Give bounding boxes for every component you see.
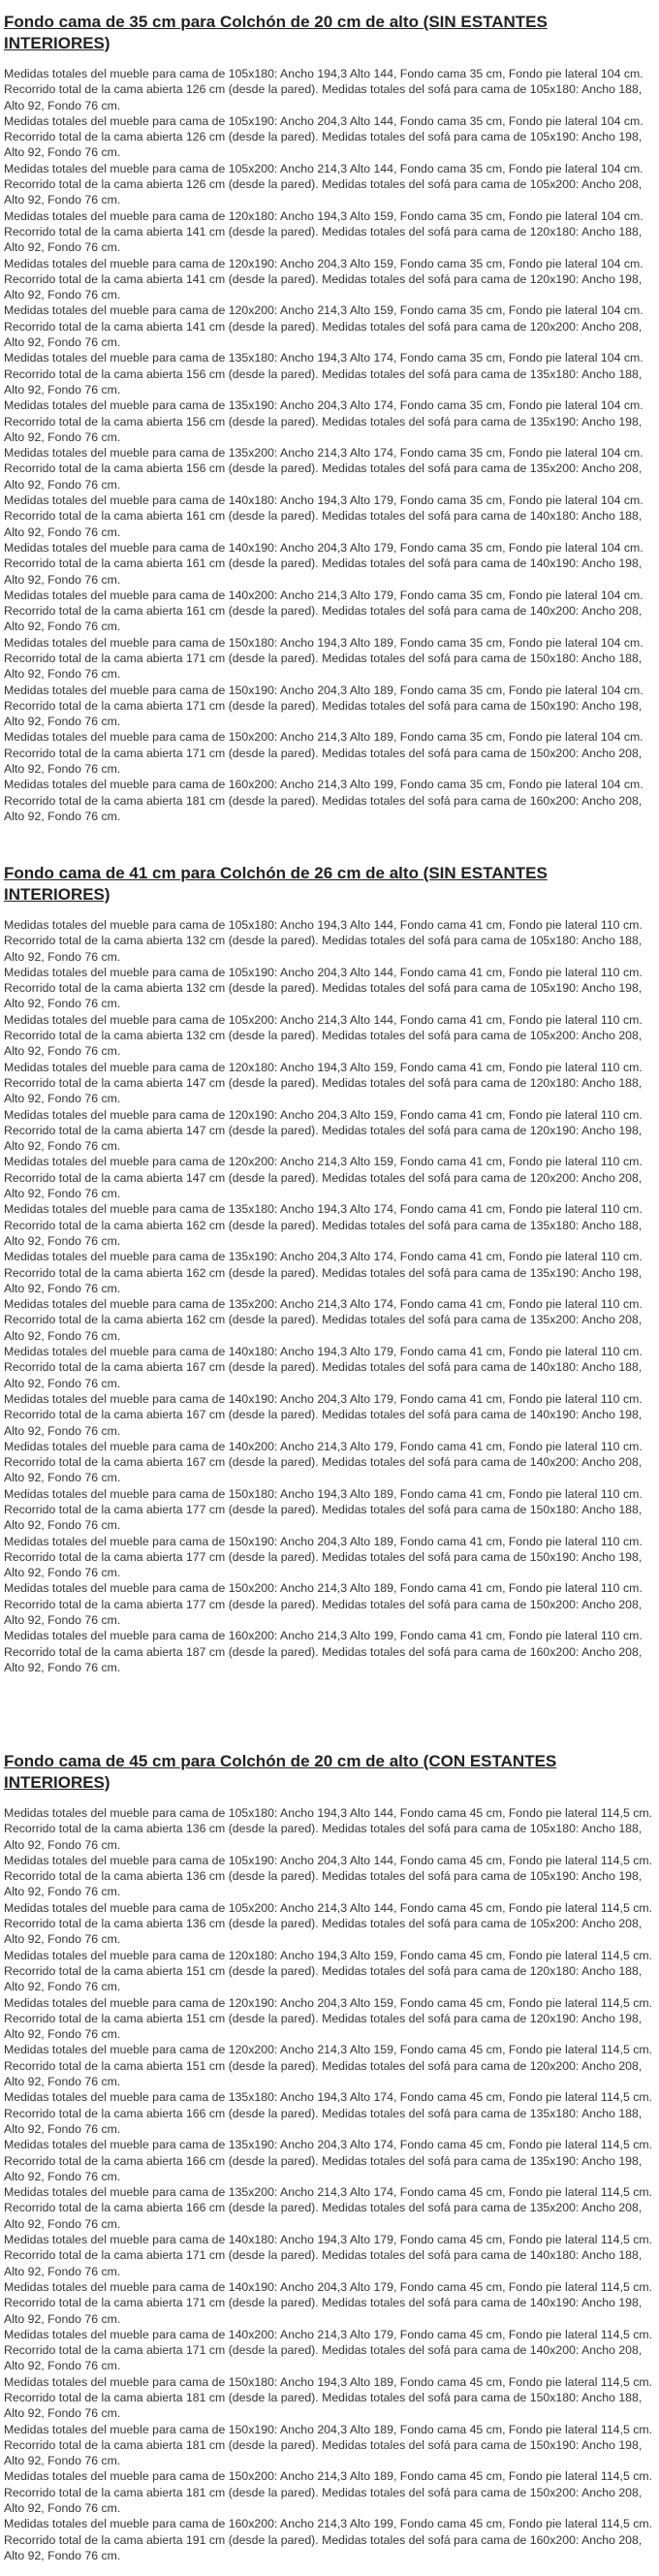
- measurement-entry: Medidas totales del mueble para cama de 135x180: Ancho 194,3 Alto 174, Fondo cama 41 cm, Fondo pie lateral 110 cm. Recorrido total de la cama abierta 162 cm (desde la pared). Medidas totales del sofá para cama de 135x180: Ancho 188, Alto 92, Fondo 76 cm.: [4, 1202, 643, 1248]
- measurement-entry: Medidas totales del mueble para cama de 150x180: Ancho 194,3 Alto 189, Fondo cama 41 cm, Fondo pie lateral 110 cm. Recorrido total de la cama abierta 177 cm (desde la pared). Medidas totales del sofá para cama de 150x180: Ancho 188, Alto 92, Fondo 76 cm.: [4, 1486, 643, 1533]
- measurement-entry: Medidas totales del mueble para cama de 140x190: Ancho 204,3 Alto 179, Fondo cama 41 cm, Fondo pie lateral 110 cm. Recorrido total de la cama abierta 167 cm (desde la pared). Medidas totales del sofá para cama de 140x190: Ancho 198, Alto 92, Fondo 76 cm.: [4, 1391, 643, 1438]
- measurement-entry: Medidas totales del mueble para cama de 120x200: Ancho 214,3 Alto 159, Fondo cama 45 cm, Fondo pie lateral 114,5 cm. Recorrido total de la cama abierta 151 cm (desde la pared). Medidas totales del sofá para cama de 120x200: Ancho 208, Alto 92, Fondo 76 cm.: [4, 2043, 653, 2089]
- measurement-entry: Medidas totales del mueble para cama de 120x180: Ancho 194,3 Alto 159, Fondo cama 41 cm, Fondo pie lateral 110 cm. Recorrido total de la cama abierta 147 cm (desde la pared). Medidas totales del sofá para cama de 120x180: Ancho 188, Alto 92, Fondo 76 cm.: [4, 1060, 643, 1106]
- measurement-entry: Medidas totales del mueble para cama de 120x190: Ancho 204,3 Alto 159, Fondo cama 41 cm, Fondo pie lateral 110 cm. Recorrido total de la cama abierta 147 cm (desde la pared). Medidas totales del sofá para cama de 120x190: Ancho 198, Alto 92, Fondo 76 cm.: [4, 1107, 643, 1154]
- measurement-entry: Medidas totales del mueble para cama de 120x200: Ancho 214,3 Alto 159, Fondo cama 35 cm, Fondo pie lateral 104 cm. Recorrido total de la cama abierta 141 cm (desde la pared). Medidas totales del sofá para cama de 120x200: Ancho 208, Alto 92, Fondo 76 cm.: [4, 303, 643, 350]
- entries-list: [4, 917, 655, 1675]
- measurement-entry: Medidas totales del mueble para cama de 150x200: Ancho 214,3 Alto 189, Fondo cama 45 cm, Fondo pie lateral 114,5 cm. Recorrido total de la cama abierta 181 cm (desde la pared). Medidas totales del sofá para cama de 150x200: Ancho 208, Alto 92, Fondo 76 cm.: [4, 2469, 653, 2516]
- measurement-entry: Medidas totales del mueble para cama de 160x200: Ancho 214,3 Alto 199, Fondo cama 41 cm, Fondo pie lateral 110 cm. Recorrido total de la cama abierta 187 cm (desde la pared). Medidas totales del sofá para cama de 160x200: Ancho 208, Alto 92, Fondo 76 cm.: [4, 1629, 643, 1674]
- measurement-entry: Medidas totales del mueble para cama de 135x180: Ancho 194,3 Alto 174, Fondo cama 45 cm, Fondo pie lateral 114,5 cm. Recorrido total de la cama abierta 166 cm (desde la pared). Medidas totales del sofá para cama de 135x180: Ancho 188, Alto 92, Fondo 76 cm.: [4, 2090, 653, 2136]
- measurement-entry: Medidas totales del mueble para cama de 105x200: Ancho 214,3 Alto 144, Fondo cama 41 cm, Fondo pie lateral 110 cm. Recorrido total de la cama abierta 132 cm (desde la pared). Medidas totales del sofá para cama de 105x200: Ancho 208, Alto 92, Fondo 76 cm.: [4, 1012, 643, 1059]
- measurement-entry: Medidas totales del mueble para cama de 150x190: Ancho 204,3 Alto 189, Fondo cama 35 cm, Fondo pie lateral 104 cm. Recorrido total de la cama abierta 171 cm (desde la pared). Medidas totales del sofá para cama de 150x190: Ancho 198, Alto 92, Fondo 76 cm.: [4, 683, 643, 729]
- section-41cm: [4, 863, 655, 1751]
- measurement-entry: Medidas totales del mueble para cama de 140x180: Ancho 194,3 Alto 179, Fondo cama 35 cm, Fondo pie lateral 104 cm. Recorrido total de la cama abierta 161 cm (desde la pared). Medidas totales del sofá para cama de 140x180: Ancho 188, Alto 92, Fondo 76 cm.: [4, 493, 643, 539]
- measurement-entry: Medidas totales del mueble para cama de 105x180: Ancho 194,3 Alto 144, Fondo cama 45 cm, Fondo pie lateral 114,5 cm. Recorrido total de la cama abierta 136 cm (desde la pared). Medidas totales del sofá para cama de 105x180: Ancho 188, Alto 92, Fondo 76 cm.: [4, 1806, 653, 1852]
- measurement-entry: Medidas totales del mueble para cama de 160x200: Ancho 214,3 Alto 199, Fondo cama 35 cm, Fondo pie lateral 104 cm. Recorrido total de la cama abierta 181 cm (desde la pared). Medidas totales del sofá para cama de 160x200: Ancho 208, Alto 92, Fondo 76 cm.: [4, 778, 643, 823]
- measurement-entry: Medidas totales del mueble para cama de 140x200: Ancho 214,3 Alto 179, Fondo cama 35 cm, Fondo pie lateral 104 cm. Recorrido total de la cama abierta 161 cm (desde la pared). Medidas totales del sofá para cama de 140x200: Ancho 208, Alto 92, Fondo 76 cm.: [4, 588, 643, 634]
- measurement-entry: Medidas totales del mueble para cama de 140x200: Ancho 214,3 Alto 179, Fondo cama 41 cm, Fondo pie lateral 110 cm. Recorrido total de la cama abierta 167 cm (desde la pared). Medidas totales del sofá para cama de 140x200: Ancho 208, Alto 92, Fondo 76 cm.: [4, 1439, 643, 1485]
- entries-list: [4, 1805, 655, 2563]
- measurement-entry: Medidas totales del mueble para cama de 120x190: Ancho 204,3 Alto 159, Fondo cama 45 cm, Fondo pie lateral 114,5 cm. Recorrido total de la cama abierta 151 cm (desde la pared). Medidas totales del sofá para cama de 120x190: Ancho 198, Alto 92, Fondo 76 cm.: [4, 1995, 653, 2042]
- measurement-entry: Medidas totales del mueble para cama de 120x190: Ancho 204,3 Alto 159, Fondo cama 35 cm, Fondo pie lateral 104 cm. Recorrido total de la cama abierta 141 cm (desde la pared). Medidas totales del sofá para cama de 120x190: Ancho 198, Alto 92, Fondo 76 cm.: [4, 256, 643, 302]
- entries-list: [4, 66, 655, 824]
- measurement-entry: Medidas totales del mueble para cama de 105x180: Ancho 194,3 Alto 144, Fondo cama 41 cm, Fondo pie lateral 110 cm. Recorrido total de la cama abierta 132 cm (desde la pared). Medidas totales del sofá para cama de 105x180: Ancho 188, Alto 92, Fondo 76 cm.: [4, 918, 643, 964]
- measurement-entry: Medidas totales del mueble para cama de 135x200: Ancho 214,3 Alto 174, Fondo cama 41 cm, Fondo pie lateral 110 cm. Recorrido total de la cama abierta 162 cm (desde la pared). Medidas totales del sofá para cama de 135x200: Ancho 208, Alto 92, Fondo 76 cm.: [4, 1297, 643, 1343]
- measurement-entry: Medidas totales del mueble para cama de 120x200: Ancho 214,3 Alto 159, Fondo cama 41 cm, Fondo pie lateral 110 cm. Recorrido total de la cama abierta 147 cm (desde la pared). Medidas totales del sofá para cama de 120x200: Ancho 208, Alto 92, Fondo 76 cm.: [4, 1155, 643, 1201]
- measurement-entry: Medidas totales del mueble para cama de 135x200: Ancho 214,3 Alto 174, Fondo cama 35 cm, Fondo pie lateral 104 cm. Recorrido total de la cama abierta 156 cm (desde la pared). Medidas totales del sofá para cama de 135x200: Ancho 208, Alto 92, Fondo 76 cm.: [4, 446, 643, 492]
- measurement-entry: Medidas totales del mueble para cama de 105x180: Ancho 194,3 Alto 144, Fondo cama 35 cm, Fondo pie lateral 104 cm. Recorrido total de la cama abierta 126 cm (desde la pared). Medidas totales del sofá para cama de 105x180: Ancho 188, Alto 92, Fondo 76 cm.: [4, 67, 643, 112]
- measurement-entry: Medidas totales del mueble para cama de 135x190: Ancho 204,3 Alto 174, Fondo cama 41 cm, Fondo pie lateral 110 cm. Recorrido total de la cama abierta 162 cm (desde la pared). Medidas totales del sofá para cama de 135x190: Ancho 198, Alto 92, Fondo 76 cm.: [4, 1250, 643, 1295]
- measurement-entry: Medidas totales del mueble para cama de 105x200: Ancho 214,3 Alto 144, Fondo cama 35 cm, Fondo pie lateral 104 cm. Recorrido total de la cama abierta 126 cm (desde la pared). Medidas totales del sofá para cama de 105x200: Ancho 208, Alto 92, Fondo 76 cm.: [4, 161, 643, 207]
- measurement-entry: Medidas totales del mueble para cama de 135x190: Ancho 204,3 Alto 174, Fondo cama 45 cm, Fondo pie lateral 114,5 cm. Recorrido total de la cama abierta 166 cm (desde la pared). Medidas totales del sofá para cama de 135x190: Ancho 198, Alto 92, Fondo 76 cm.: [4, 2138, 653, 2183]
- measurement-entry: Medidas totales del mueble para cama de 150x180: Ancho 194,3 Alto 189, Fondo cama 35 cm, Fondo pie lateral 104 cm. Recorrido total de la cama abierta 171 cm (desde la pared). Medidas totales del sofá para cama de 150x180: Ancho 188, Alto 92, Fondo 76 cm.: [4, 635, 643, 682]
- measurement-entry: Medidas totales del mueble para cama de 140x180: Ancho 194,3 Alto 179, Fondo cama 45 cm, Fondo pie lateral 114,5 cm. Recorrido total de la cama abierta 171 cm (desde la pared). Medidas totales del sofá para cama de 140x180: Ancho 188, Alto 92, Fondo 76 cm.: [4, 2233, 653, 2278]
- section-title: Fondo cama de 41 cm para Colchón de 26 cm de alto (SIN ESTANTES INTERIORES): [4, 864, 548, 904]
- measurement-entry: Medidas totales del mueble para cama de 150x200: Ancho 214,3 Alto 189, Fondo cama 41 cm, Fondo pie lateral 110 cm. Recorrido total de la cama abierta 177 cm (desde la pared). Medidas totales del sofá para cama de 150x200: Ancho 208, Alto 92, Fondo 76 cm.: [4, 1581, 643, 1628]
- measurement-entry: Medidas totales del mueble para cama de 105x190: Ancho 204,3 Alto 144, Fondo cama 35 cm, Fondo pie lateral 104 cm. Recorrido total de la cama abierta 126 cm (desde la pared). Medidas totales del sofá para cama de 105x190: Ancho 198, Alto 92, Fondo 76 cm.: [4, 113, 643, 160]
- measurement-entry: Medidas totales del mueble para cama de 140x200: Ancho 214,3 Alto 179, Fondo cama 45 cm, Fondo pie lateral 114,5 cm. Recorrido total de la cama abierta 171 cm (desde la pared). Medidas totales del sofá para cama de 140x200: Ancho 208, Alto 92, Fondo 76 cm.: [4, 2327, 653, 2373]
- measurement-entry: Medidas totales del mueble para cama de 120x180: Ancho 194,3 Alto 159, Fondo cama 45 cm, Fondo pie lateral 114,5 cm. Recorrido total de la cama abierta 151 cm (desde la pared). Medidas totales del sofá para cama de 120x180: Ancho 188, Alto 92, Fondo 76 cm.: [4, 1948, 653, 1994]
- measurement-entry: Medidas totales del mueble para cama de 105x190: Ancho 204,3 Alto 144, Fondo cama 41 cm, Fondo pie lateral 110 cm. Recorrido total de la cama abierta 132 cm (desde la pared). Medidas totales del sofá para cama de 105x190: Ancho 198, Alto 92, Fondo 76 cm.: [4, 965, 643, 1011]
- measurement-entry: Medidas totales del mueble para cama de 150x200: Ancho 214,3 Alto 189, Fondo cama 35 cm, Fondo pie lateral 104 cm. Recorrido total de la cama abierta 171 cm (desde la pared). Medidas totales del sofá para cama de 150x200: Ancho 208, Alto 92, Fondo 76 cm.: [4, 730, 643, 777]
- measurement-entry: Medidas totales del mueble para cama de 140x190: Ancho 204,3 Alto 179, Fondo cama 45 cm, Fondo pie lateral 114,5 cm. Recorrido total de la cama abierta 171 cm (desde la pared). Medidas totales del sofá para cama de 140x190: Ancho 198, Alto 92, Fondo 76 cm.: [4, 2279, 653, 2326]
- measurement-entry: Medidas totales del mueble para cama de 135x180: Ancho 194,3 Alto 174, Fondo cama 35 cm, Fondo pie lateral 104 cm. Recorrido total de la cama abierta 156 cm (desde la pared). Medidas totales del sofá para cama de 135x180: Ancho 188, Alto 92, Fondo 76 cm.: [4, 351, 643, 397]
- measurement-entry: Medidas totales del mueble para cama de 135x200: Ancho 214,3 Alto 174, Fondo cama 45 cm, Fondo pie lateral 114,5 cm. Recorrido total de la cama abierta 166 cm (desde la pared). Medidas totales del sofá para cama de 135x200: Ancho 208, Alto 92, Fondo 76 cm.: [4, 2185, 653, 2231]
- measurement-entry: Medidas totales del mueble para cama de 150x190: Ancho 204,3 Alto 189, Fondo cama 45 cm, Fondo pie lateral 114,5 cm. Recorrido total de la cama abierta 181 cm (desde la pared). Medidas totales del sofá para cama de 150x190: Ancho 198, Alto 92, Fondo 76 cm.: [4, 2422, 653, 2468]
- measurement-entry: Medidas totales del mueble para cama de 135x190: Ancho 204,3 Alto 174, Fondo cama 35 cm, Fondo pie lateral 104 cm. Recorrido total de la cama abierta 156 cm (desde la pared). Medidas totales del sofá para cama de 135x190: Ancho 198, Alto 92, Fondo 76 cm.: [4, 398, 643, 444]
- section-title: Fondo cama de 35 cm para Colchón de 20 cm de alto (SIN ESTANTES INTERIORES): [4, 13, 548, 52]
- measurement-entry: Medidas totales del mueble para cama de 150x190: Ancho 204,3 Alto 189, Fondo cama 41 cm, Fondo pie lateral 110 cm. Recorrido total de la cama abierta 177 cm (desde la pared). Medidas totales del sofá para cama de 150x190: Ancho 198, Alto 92, Fondo 76 cm.: [4, 1534, 643, 1580]
- measurement-entry: Medidas totales del mueble para cama de 105x200: Ancho 214,3 Alto 144, Fondo cama 45 cm, Fondo pie lateral 114,5 cm. Recorrido total de la cama abierta 136 cm (desde la pared). Medidas totales del sofá para cama de 105x200: Ancho 208, Alto 92, Fondo 76 cm.: [4, 1900, 653, 1947]
- measurement-entry: Medidas totales del mueble para cama de 150x180: Ancho 194,3 Alto 189, Fondo cama 45 cm, Fondo pie lateral 114,5 cm. Recorrido total de la cama abierta 181 cm (desde la pared). Medidas totales del sofá para cama de 150x180: Ancho 188, Alto 92, Fondo 76 cm.: [4, 2374, 653, 2421]
- section-45cm: [4, 1751, 655, 2563]
- section-title: Fondo cama de 45 cm para Colchón de 20 cm de alto (CON ESTANTES INTERIORES): [4, 1752, 557, 1792]
- measurement-entry: Medidas totales del mueble para cama de 140x180: Ancho 194,3 Alto 179, Fondo cama 41 cm, Fondo pie lateral 110 cm. Recorrido total de la cama abierta 167 cm (desde la pared). Medidas totales del sofá para cama de 140x180: Ancho 188, Alto 92, Fondo 76 cm.: [4, 1345, 643, 1390]
- measurement-entry: Medidas totales del mueble para cama de 140x190: Ancho 204,3 Alto 179, Fondo cama 35 cm, Fondo pie lateral 104 cm. Recorrido total de la cama abierta 161 cm (desde la pared). Medidas totales del sofá para cama de 140x190: Ancho 198, Alto 92, Fondo 76 cm.: [4, 540, 643, 587]
- section-35cm: [4, 12, 655, 863]
- measurement-entry: Medidas totales del mueble para cama de 120x180: Ancho 194,3 Alto 159, Fondo cama 35 cm, Fondo pie lateral 104 cm. Recorrido total de la cama abierta 141 cm (desde la pared). Medidas totales del sofá para cama de 120x180: Ancho 188, Alto 92, Fondo 76 cm.: [4, 208, 643, 255]
- measurement-entry: Medidas totales del mueble para cama de 160x200: Ancho 214,3 Alto 199, Fondo cama 45 cm, Fondo pie lateral 114,5 cm. Recorrido total de la cama abierta 191 cm (desde la pared). Medidas totales del sofá para cama de 160x200: Ancho 208, Alto 92, Fondo 76 cm.: [4, 2517, 653, 2562]
- measurement-entry: Medidas totales del mueble para cama de 105x190: Ancho 204,3 Alto 144, Fondo cama 45 cm, Fondo pie lateral 114,5 cm. Recorrido total de la cama abierta 136 cm (desde la pared). Medidas totales del sofá para cama de 105x190: Ancho 198, Alto 92, Fondo 76 cm.: [4, 1853, 653, 1899]
